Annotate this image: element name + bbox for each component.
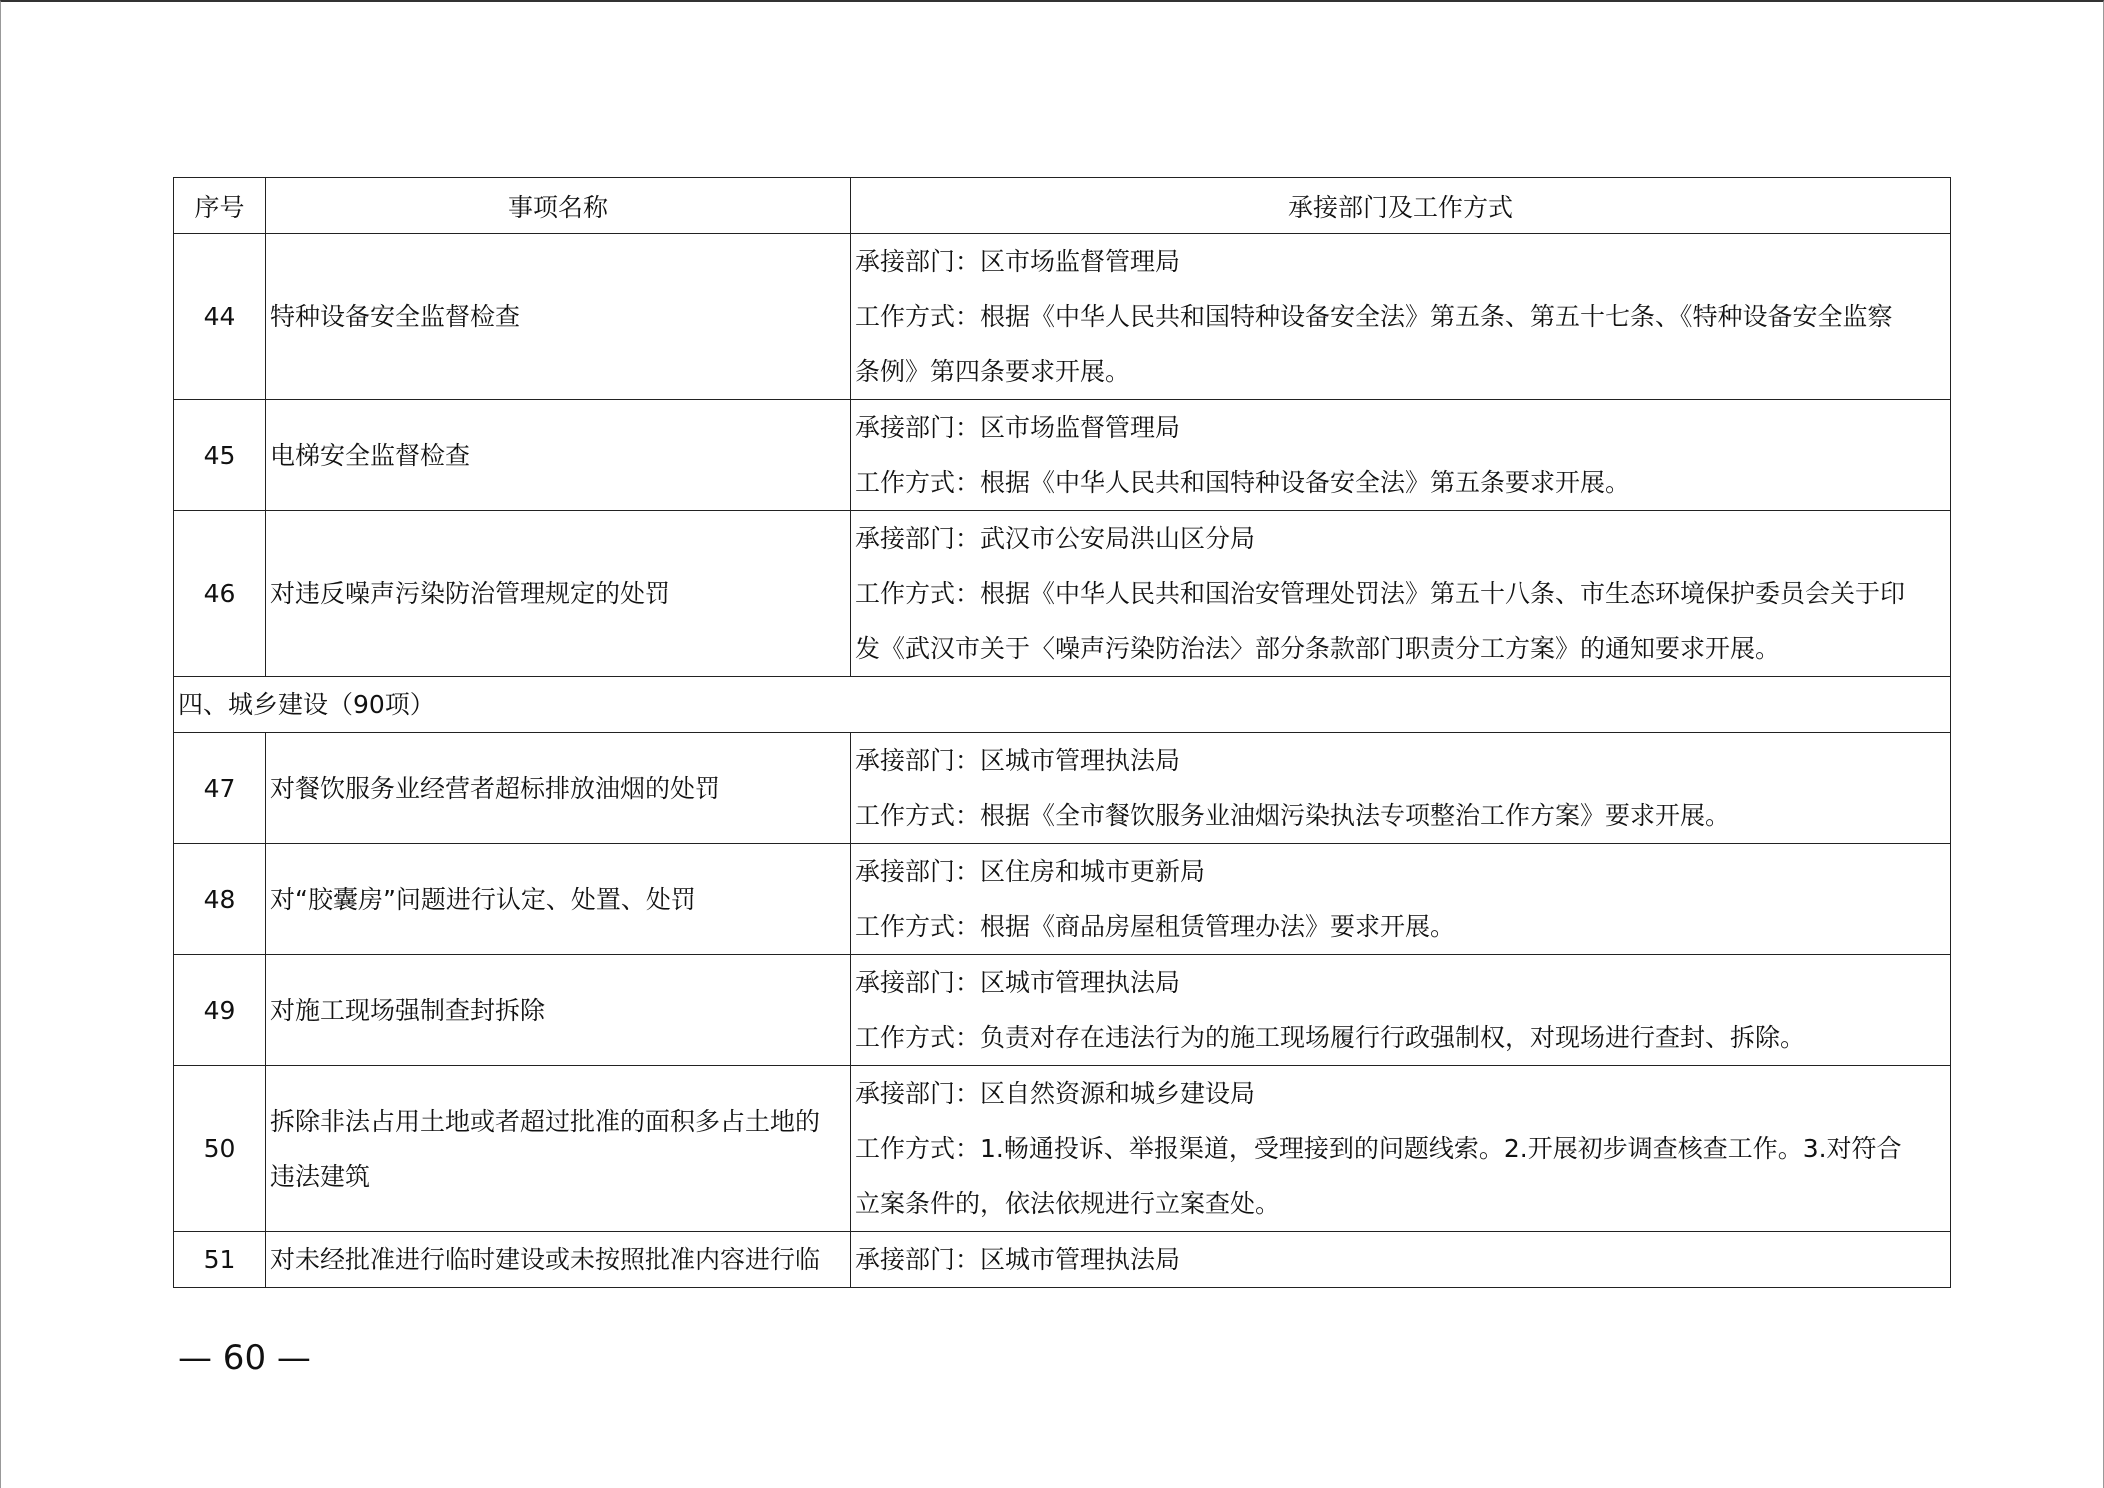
- detail-line: 工作方式：根据《中华人民共和国特种设备安全法》第五条要求开展。: [855, 468, 1631, 497]
- detail-line: 承接部门：区市场监督管理局: [855, 413, 1181, 442]
- table-row: [174, 400, 1951, 511]
- table-row: [174, 511, 1951, 677]
- detail-line: 承接部门：区住房和城市更新局: [855, 857, 1206, 886]
- page-number: — 60 —: [178, 1338, 311, 1378]
- header-name: 事项名称: [266, 178, 851, 234]
- row-number: 48: [174, 844, 266, 955]
- detail-line: 承接部门：区城市管理执法局: [855, 968, 1181, 997]
- detail-cell: [851, 1066, 1951, 1232]
- detail-line: 条例》第四条要求开展。: [855, 357, 1131, 386]
- header-detail: 承接部门及工作方式: [851, 178, 1951, 234]
- matter-name: 对未经批准进行临时建设或未按照批准内容进行临: [266, 1232, 851, 1288]
- detail-cell: [851, 1232, 1951, 1288]
- detail-line: 工作方式：根据《全市餐饮服务业油烟污染执法专项整治工作方案》要求开展。: [855, 801, 1731, 830]
- matter-name: [266, 1066, 851, 1232]
- row-number: 45: [174, 400, 266, 511]
- detail-cell: [851, 955, 1951, 1066]
- detail-line: 承接部门：区自然资源和城乡建设局: [855, 1079, 1256, 1108]
- section-row: [174, 677, 1951, 733]
- detail-cell: [851, 234, 1951, 400]
- matter-name: 对施工现场强制查封拆除: [266, 955, 851, 1066]
- row-number: 51: [174, 1232, 266, 1288]
- row-number: 47: [174, 733, 266, 844]
- detail-line: 立案条件的，依法依规进行立案查处。: [855, 1189, 1281, 1218]
- detail-line: 承接部门：区城市管理执法局: [855, 1245, 1181, 1274]
- detail-cell: [851, 400, 1951, 511]
- row-number: 44: [174, 234, 266, 400]
- matter-name-line: 拆除非法占用土地或者超过批准的面积多占土地的: [270, 1106, 821, 1136]
- table-row: [174, 844, 1951, 955]
- matter-name: 对违反噪声污染防治管理规定的处罚: [266, 511, 851, 677]
- table-row: [174, 1232, 1951, 1288]
- header-no: 序号: [174, 178, 266, 234]
- detail-cell: [851, 844, 1951, 955]
- detail-line: 工作方式：根据《中华人民共和国治安管理处罚法》第五十八条、市生态环境保护委员会关于印: [855, 579, 1906, 608]
- detail-line: 工作方式：1.畅通投诉、举报渠道，受理接到的问题线索。2.开展初步调查核查工作。3.对符合: [855, 1134, 1902, 1163]
- detail-line: 承接部门：区城市管理执法局: [855, 746, 1181, 775]
- matter-name-line: 违法建筑: [270, 1161, 371, 1191]
- table-row: [174, 1066, 1951, 1232]
- section-title: 四、城乡建设（90项）: [174, 677, 1951, 733]
- table-header-row: [174, 178, 1951, 234]
- matter-name: 对“胶囊房”问题进行认定、处置、处罚: [266, 844, 851, 955]
- detail-line: 承接部门：武汉市公安局洪山区分局: [855, 524, 1256, 553]
- row-number: 50: [174, 1066, 266, 1232]
- row-number: 46: [174, 511, 266, 677]
- detail-line: 工作方式：根据《商品房屋租赁管理办法》要求开展。: [855, 912, 1456, 941]
- matter-name: 电梯安全监督检查: [266, 400, 851, 511]
- table-row: [174, 733, 1951, 844]
- table-row: [174, 955, 1951, 1066]
- detail-cell: [851, 511, 1951, 677]
- detail-line: 承接部门：区市场监督管理局: [855, 247, 1181, 276]
- matter-name: 对餐饮服务业经营者超标排放油烟的处罚: [266, 733, 851, 844]
- detail-line: 工作方式：根据《中华人民共和国特种设备安全法》第五条、第五十七条、《特种设备安全监察: [855, 302, 1893, 331]
- matter-name: 特种设备安全监督检查: [266, 234, 851, 400]
- detail-cell: [851, 733, 1951, 844]
- table-row: [174, 234, 1951, 400]
- detail-line: 工作方式：负责对存在违法行为的施工现场履行行政强制权，对现场进行查封、拆除。: [855, 1023, 1806, 1052]
- row-number: 49: [174, 955, 266, 1066]
- matters-table: [173, 177, 1951, 1288]
- detail-line: 发《武汉市关于〈噪声污染防治法〉部分条款部门职责分工方案》的通知要求开展。: [855, 634, 1781, 663]
